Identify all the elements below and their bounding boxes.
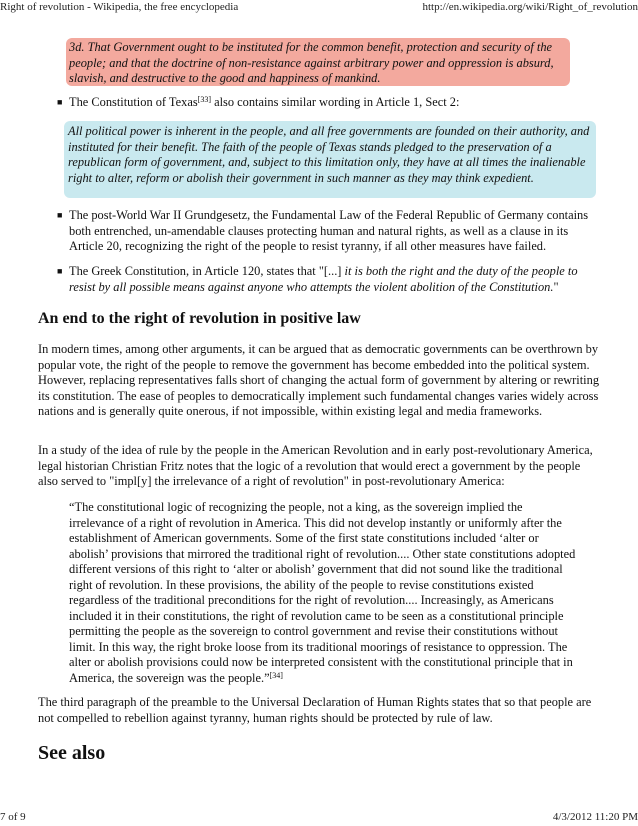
header-url: http://en.wikipedia.org/wiki/Right_of_revolution	[422, 1, 638, 13]
texas-quote: All political power is inherent in the people, and all free governments are founded on their authority, and instituted for their benefit. The faith of the people of Texas stands pledged to the preservation of a republican form of government, and, subject to this limitation only, they have at all times the inalienable right to alter, reform or abolish their government in such manner as they may think expedient.	[68, 124, 590, 185]
footer-page-number: 7 of 9	[0, 811, 26, 823]
list-item-greek	[69, 264, 599, 295]
fritz-blockquote	[69, 500, 579, 686]
footer-timestamp: 4/3/2012 11:20 PM	[552, 811, 638, 823]
list-item-grundgesetz: The post-World War II Grundgesetz, the Fundamental Law of the Federal Republic of Germany contains both entrenched, un-amendable clauses protecting human and natural rights, as well as a clause in its Article 20, recognizing the right of the people to resist tyranny, if all other measures have failed.	[69, 208, 589, 253]
list-item-text: The Constitution of Texas	[69, 95, 198, 109]
paragraph-udhr: The third paragraph of the preamble to the Universal Declaration of Human Rights states that so that people are not compelled to rebellion against tyranny, human rights should be protected by rule of law.	[38, 695, 592, 725]
bullet-icon: ■	[57, 266, 63, 276]
list-item-text: "	[553, 279, 559, 294]
list-item-texas	[69, 95, 599, 111]
paragraph-modern-times: In modern times, among other arguments, it can be argued that as democratic governments can be overthrown by popular vote, the right of the people to remove the government has become embedded into the political system. However, replacing representatives falls short of changing the actual form of government by altering or rewriting its constitution. The ease of peoples to democratically implement such fundamental changes varies widely across nations and is generally quite onerous, if not impossible, within existing legal and media frameworks.	[38, 342, 600, 418]
list-item-italic: it is both the right and the duty of the people to resist by all possible means against anyone who attempts the violent abolition of the Constitution.	[69, 264, 578, 294]
citation-link-33[interactable]: [33]	[197, 95, 211, 104]
print-header	[0, 0, 638, 14]
list-item-text: also contains similar wording in Article 1, Sect 2:	[210, 95, 460, 109]
list-item-text: The Greek Constitution, in Article 120, states that "[...]	[69, 264, 345, 278]
bullet-icon: ■	[57, 210, 63, 220]
section-heading-end-of-right: An end to the right of revolution in positive law	[38, 310, 361, 327]
citation-link-34[interactable]: [34]	[269, 670, 283, 680]
quote-text: That Government ought to be instituted for the common benefit, protection and security of the people; and that the doctrine of non-resistance against arbitrary power and oppression is absurd, slavish, and destructive to the good and happiness of mankind.	[69, 40, 554, 85]
header-page-title: Right of revolution - Wikipedia, the free encyclopedia	[0, 1, 239, 13]
section-heading-see-also: See also	[38, 742, 106, 764]
bullet-icon: ■	[57, 97, 63, 107]
virginia-quote	[69, 40, 569, 87]
paragraph-fritz-study: In a study of the idea of rule by the people in the American Revolution and in early post-revolutionary America, legal historian Christian Fritz notes that the logic of a revolution that would erect a government by the people also served to "impl[y] the irrelevance of a right of revolution" in post-revolutionary America:	[38, 443, 593, 488]
print-footer	[0, 810, 638, 824]
blockquote-text: “The constitutional logic of recognizing the people, not a king, as the sovereign implied the irrelevance of a right of revolution in America. This did not develop instantly or uniformly after the establishment of American governments. Some of the first state constitutions included ‘alter or abolish’ provisions that mirrored the traditional right of revolution.... Other state constitutions adopted different versions of this right to ‘alter or abolish’ government that did not sound like the traditional right of revolution. In these provisions, the ability of the people to revise constitutions existed regardless of the traditional preconditions for the right of revolution.... Increasingly, as Americans included it in their constitutions, the right of revolution came to be seen as a constitutional principle permitting the people as the sovereign to control government and revise their constitutions without limit. In this way, the right broke loose from its traditional moorings of resistance to oppression. The alter or abolish provisions could now be interpreted consistent with the constitutional principle that in America, the sovereign was the people.”	[69, 500, 576, 685]
quote-prefix: 3d.	[69, 40, 88, 54]
